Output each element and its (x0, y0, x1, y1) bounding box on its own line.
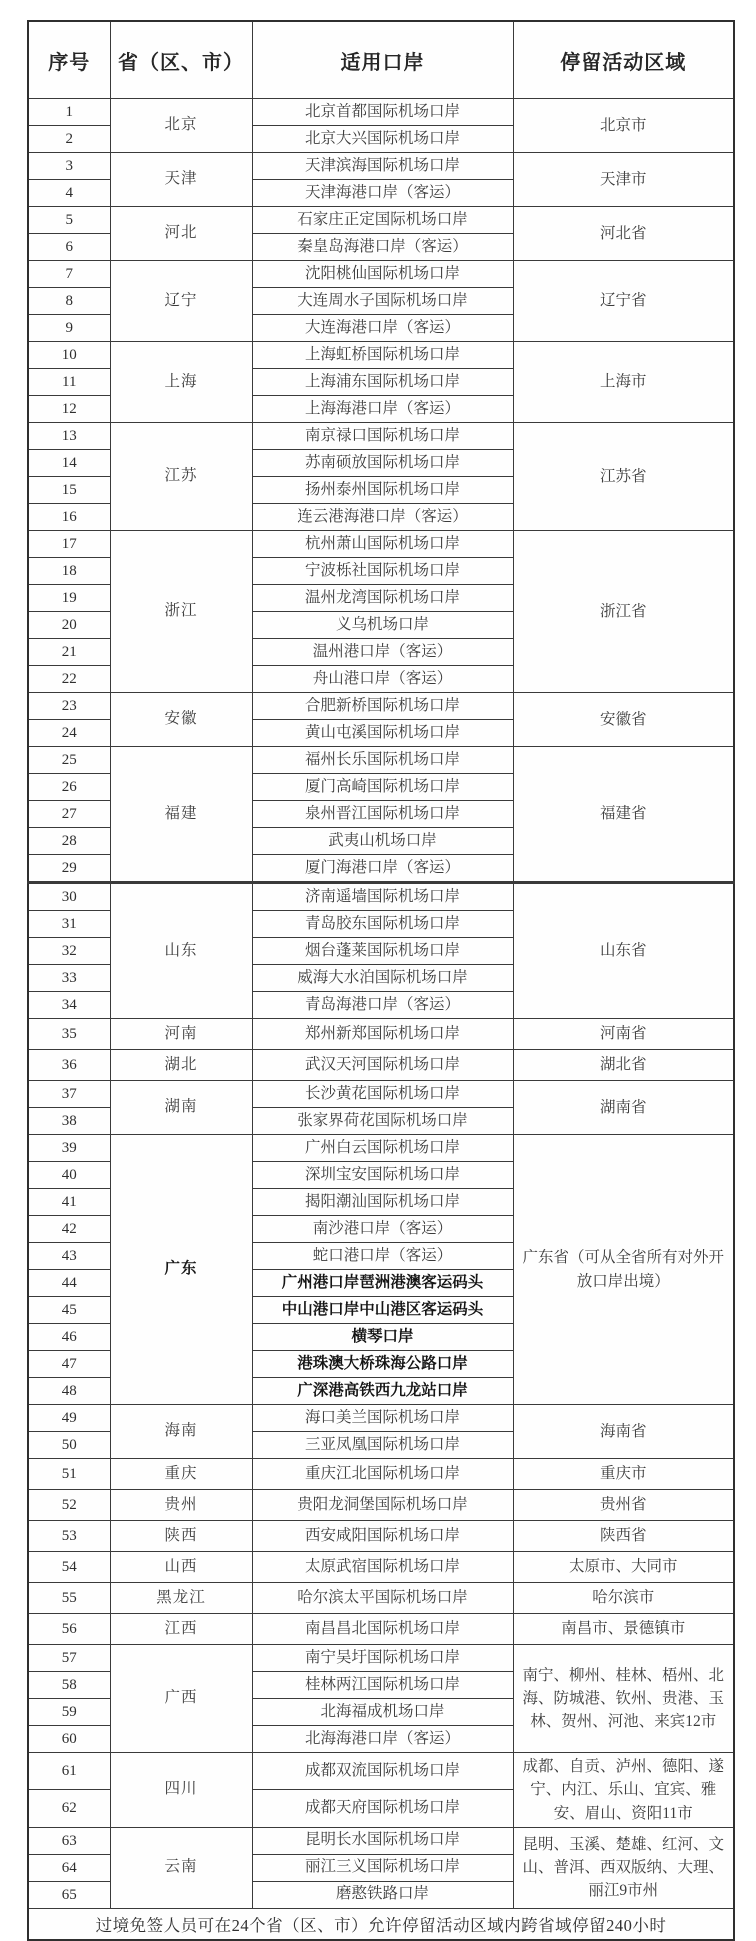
province-cell: 黑龙江 (110, 1583, 252, 1614)
row-number-cell: 46 (28, 1324, 110, 1351)
row-number-cell: 23 (28, 693, 110, 720)
port-cell: 深圳宝安国际机场口岸 (252, 1162, 513, 1189)
row-number-cell: 21 (28, 639, 110, 666)
row-number-cell: 1 (28, 99, 110, 126)
province-cell: 福建 (110, 747, 252, 883)
port-cell: 贵阳龙洞堡国际机场口岸 (252, 1490, 513, 1521)
port-cell: 南宁吴圩国际机场口岸 (252, 1645, 513, 1672)
port-cell: 扬州泰州国际机场口岸 (252, 477, 513, 504)
port-cell: 桂林两江国际机场口岸 (252, 1672, 513, 1699)
port-cell: 南沙港口岸（客运） (252, 1216, 513, 1243)
port-cell: 丽江三义国际机场口岸 (252, 1854, 513, 1881)
province-cell: 河南 (110, 1019, 252, 1050)
row-number-cell: 45 (28, 1297, 110, 1324)
port-cell: 揭阳潮汕国际机场口岸 (252, 1189, 513, 1216)
port-cell: 昆明长水国际机场口岸 (252, 1827, 513, 1854)
port-cell: 成都天府国际机场口岸 (252, 1790, 513, 1827)
row-number-cell: 54 (28, 1552, 110, 1583)
table-row (28, 693, 734, 720)
row-number-cell: 28 (28, 828, 110, 855)
province-cell: 山东 (110, 883, 252, 1019)
stay-area-cell: 北京市 (513, 99, 734, 153)
row-number-cell: 8 (28, 288, 110, 315)
port-cell: 天津海港口岸（客运） (252, 180, 513, 207)
stay-area-cell: 重庆市 (513, 1459, 734, 1490)
port-cell: 厦门海港口岸（客运） (252, 855, 513, 883)
row-number-cell: 43 (28, 1243, 110, 1270)
port-cell: 上海海港口岸（客运） (252, 396, 513, 423)
row-number-cell: 5 (28, 207, 110, 234)
row-number-cell: 49 (28, 1405, 110, 1432)
row-number-cell: 61 (28, 1753, 110, 1790)
port-cell: 合肥新桥国际机场口岸 (252, 693, 513, 720)
row-number-cell: 48 (28, 1378, 110, 1405)
table-row (28, 1050, 734, 1081)
province-cell: 贵州 (110, 1490, 252, 1521)
port-cell: 海口美兰国际机场口岸 (252, 1405, 513, 1432)
table-row (28, 423, 734, 450)
row-number-cell: 15 (28, 477, 110, 504)
table-row (28, 342, 734, 369)
table-row (28, 1583, 734, 1614)
stay-area-cell: 昆明、玉溪、楚雄、红河、文山、普洱、西双版纳、大理、丽江9市州 (513, 1827, 734, 1908)
row-number-cell: 35 (28, 1019, 110, 1050)
port-cell: 上海虹桥国际机场口岸 (252, 342, 513, 369)
table-row (28, 883, 734, 911)
stay-area-cell: 湖北省 (513, 1050, 734, 1081)
row-number-cell: 20 (28, 612, 110, 639)
row-number-cell: 24 (28, 720, 110, 747)
port-cell: 广州白云国际机场口岸 (252, 1135, 513, 1162)
province-cell: 湖南 (110, 1081, 252, 1135)
port-cell: 舟山港口岸（客运） (252, 666, 513, 693)
port-cell: 横琴口岸 (252, 1324, 513, 1351)
province-cell: 重庆 (110, 1459, 252, 1490)
row-number-cell: 36 (28, 1050, 110, 1081)
table-row (28, 747, 734, 774)
province-cell: 安徽 (110, 693, 252, 747)
row-number-cell: 39 (28, 1135, 110, 1162)
row-number-cell: 47 (28, 1351, 110, 1378)
row-number-cell: 57 (28, 1645, 110, 1672)
province-cell: 湖北 (110, 1050, 252, 1081)
stay-area-cell: 南昌市、景德镇市 (513, 1614, 734, 1645)
province-cell: 天津 (110, 153, 252, 207)
port-cell: 温州龙湾国际机场口岸 (252, 585, 513, 612)
row-number-cell: 59 (28, 1699, 110, 1726)
stay-area-cell: 陕西省 (513, 1521, 734, 1552)
port-cell: 福州长乐国际机场口岸 (252, 747, 513, 774)
row-number-cell: 16 (28, 504, 110, 531)
table-row (28, 1459, 734, 1490)
port-cell: 中山港口岸中山港区客运码头 (252, 1297, 513, 1324)
table-row (28, 1614, 734, 1645)
port-cell: 沈阳桃仙国际机场口岸 (252, 261, 513, 288)
table-row (28, 1490, 734, 1521)
table-footnote-row (28, 1908, 734, 1940)
table-footnote: 过境免签人员可在24个省（区、市）允许停留活动区域内跨省域停留240小时 (28, 1908, 734, 1940)
stay-area-cell: 南宁、柳州、桂林、梧州、北海、防城港、钦州、贵港、玉林、贺州、河池、来宾12市 (513, 1645, 734, 1753)
port-cell: 广州港口岸琶洲港澳客运码头 (252, 1270, 513, 1297)
transit-ports-table (27, 20, 735, 1941)
port-cell: 大连周水子国际机场口岸 (252, 288, 513, 315)
row-number-cell: 38 (28, 1108, 110, 1135)
stay-area-cell: 辽宁省 (513, 261, 734, 342)
table-row (28, 1645, 734, 1672)
table-row (28, 1753, 734, 1790)
port-cell: 南京禄口国际机场口岸 (252, 423, 513, 450)
port-cell: 港珠澳大桥珠海公路口岸 (252, 1351, 513, 1378)
row-number-cell: 58 (28, 1672, 110, 1699)
table-row (28, 1405, 734, 1432)
stay-area-cell: 安徽省 (513, 693, 734, 747)
port-cell: 厦门高崎国际机场口岸 (252, 774, 513, 801)
row-number-cell: 34 (28, 992, 110, 1019)
table-header-row (28, 21, 734, 99)
province-cell: 河北 (110, 207, 252, 261)
row-number-cell: 25 (28, 747, 110, 774)
table-row (28, 207, 734, 234)
row-number-cell: 10 (28, 342, 110, 369)
stay-area-cell: 福建省 (513, 747, 734, 883)
port-cell: 秦皇岛海港口岸（客运） (252, 234, 513, 261)
row-number-cell: 42 (28, 1216, 110, 1243)
province-cell: 广东 (110, 1135, 252, 1405)
stay-area-cell: 成都、自贡、泸州、德阳、遂宁、内江、乐山、宜宾、雅安、眉山、资阳11市 (513, 1753, 734, 1828)
stay-area-cell: 浙江省 (513, 531, 734, 693)
row-number-cell: 17 (28, 531, 110, 558)
row-number-cell: 37 (28, 1081, 110, 1108)
province-cell: 江苏 (110, 423, 252, 531)
port-cell: 北海福成机场口岸 (252, 1699, 513, 1726)
row-number-cell: 22 (28, 666, 110, 693)
row-number-cell: 52 (28, 1490, 110, 1521)
port-cell: 烟台蓬莱国际机场口岸 (252, 938, 513, 965)
row-number-cell: 6 (28, 234, 110, 261)
row-number-cell: 32 (28, 938, 110, 965)
port-cell: 威海大水泊国际机场口岸 (252, 965, 513, 992)
row-number-cell: 12 (28, 396, 110, 423)
stay-area-cell: 哈尔滨市 (513, 1583, 734, 1614)
row-number-cell: 65 (28, 1881, 110, 1908)
table-row (28, 99, 734, 126)
row-number-cell: 62 (28, 1790, 110, 1827)
port-cell: 太原武宿国际机场口岸 (252, 1552, 513, 1583)
table-row (28, 531, 734, 558)
table-row (28, 1081, 734, 1108)
row-number-cell: 30 (28, 883, 110, 911)
port-cell: 蛇口港口岸（客运） (252, 1243, 513, 1270)
row-number-cell: 63 (28, 1827, 110, 1854)
row-number-cell: 18 (28, 558, 110, 585)
port-cell: 温州港口岸（客运） (252, 639, 513, 666)
province-cell: 江西 (110, 1614, 252, 1645)
row-number-cell: 9 (28, 315, 110, 342)
port-cell: 义乌机场口岸 (252, 612, 513, 639)
col-header-stay-area: 停留活动区域 (513, 21, 734, 99)
row-number-cell: 53 (28, 1521, 110, 1552)
row-number-cell: 33 (28, 965, 110, 992)
col-header-port: 适用口岸 (252, 21, 513, 99)
port-cell: 哈尔滨太平国际机场口岸 (252, 1583, 513, 1614)
row-number-cell: 4 (28, 180, 110, 207)
port-cell: 上海浦东国际机场口岸 (252, 369, 513, 396)
stay-area-cell: 江苏省 (513, 423, 734, 531)
port-cell: 宁波栎社国际机场口岸 (252, 558, 513, 585)
province-cell: 海南 (110, 1405, 252, 1459)
table-row (28, 1521, 734, 1552)
stay-area-cell: 上海市 (513, 342, 734, 423)
table-row (28, 1135, 734, 1162)
province-cell: 四川 (110, 1753, 252, 1828)
stay-area-cell: 山东省 (513, 883, 734, 1019)
row-number-cell: 3 (28, 153, 110, 180)
province-cell: 陕西 (110, 1521, 252, 1552)
port-cell: 泉州晋江国际机场口岸 (252, 801, 513, 828)
port-cell: 苏南硕放国际机场口岸 (252, 450, 513, 477)
port-cell: 广深港高铁西九龙站口岸 (252, 1378, 513, 1405)
port-cell: 大连海港口岸（客运） (252, 315, 513, 342)
port-cell: 杭州萧山国际机场口岸 (252, 531, 513, 558)
port-cell: 三亚凤凰国际机场口岸 (252, 1432, 513, 1459)
stay-area-cell: 广东省（可从全省所有对外开放口岸出境） (513, 1135, 734, 1405)
province-cell: 北京 (110, 99, 252, 153)
table-row (28, 1019, 734, 1050)
port-cell: 南昌昌北国际机场口岸 (252, 1614, 513, 1645)
port-cell: 北京首都国际机场口岸 (252, 99, 513, 126)
table-row (28, 153, 734, 180)
stay-area-cell: 河南省 (513, 1019, 734, 1050)
province-cell: 上海 (110, 342, 252, 423)
row-number-cell: 27 (28, 801, 110, 828)
row-number-cell: 51 (28, 1459, 110, 1490)
col-header-province: 省（区、市） (110, 21, 252, 99)
table-row (28, 1552, 734, 1583)
port-cell: 济南遥墙国际机场口岸 (252, 883, 513, 911)
stay-area-cell: 贵州省 (513, 1490, 734, 1521)
stay-area-cell: 天津市 (513, 153, 734, 207)
row-number-cell: 60 (28, 1726, 110, 1753)
province-cell: 浙江 (110, 531, 252, 693)
row-number-cell: 7 (28, 261, 110, 288)
row-number-cell: 40 (28, 1162, 110, 1189)
port-cell: 重庆江北国际机场口岸 (252, 1459, 513, 1490)
stay-area-cell: 湖南省 (513, 1081, 734, 1135)
stay-area-cell: 河北省 (513, 207, 734, 261)
row-number-cell: 13 (28, 423, 110, 450)
port-cell: 成都双流国际机场口岸 (252, 1753, 513, 1790)
port-cell: 张家界荷花国际机场口岸 (252, 1108, 513, 1135)
province-cell: 山西 (110, 1552, 252, 1583)
row-number-cell: 44 (28, 1270, 110, 1297)
row-number-cell: 41 (28, 1189, 110, 1216)
row-number-cell: 2 (28, 126, 110, 153)
stay-area-cell: 海南省 (513, 1405, 734, 1459)
row-number-cell: 31 (28, 911, 110, 938)
stay-area-cell: 太原市、大同市 (513, 1552, 734, 1583)
port-cell: 石家庄正定国际机场口岸 (252, 207, 513, 234)
port-cell: 黄山屯溪国际机场口岸 (252, 720, 513, 747)
province-cell: 辽宁 (110, 261, 252, 342)
table-row (28, 1827, 734, 1854)
table-row (28, 261, 734, 288)
port-cell: 郑州新郑国际机场口岸 (252, 1019, 513, 1050)
row-number-cell: 29 (28, 855, 110, 883)
province-cell: 云南 (110, 1827, 252, 1908)
port-cell: 北京大兴国际机场口岸 (252, 126, 513, 153)
row-number-cell: 11 (28, 369, 110, 396)
port-cell: 武汉天河国际机场口岸 (252, 1050, 513, 1081)
port-cell: 青岛胶东国际机场口岸 (252, 911, 513, 938)
row-number-cell: 50 (28, 1432, 110, 1459)
row-number-cell: 19 (28, 585, 110, 612)
port-cell: 磨憨铁路口岸 (252, 1881, 513, 1908)
province-cell: 广西 (110, 1645, 252, 1753)
row-number-cell: 56 (28, 1614, 110, 1645)
port-cell: 西安咸阳国际机场口岸 (252, 1521, 513, 1552)
col-header-seq: 序号 (28, 21, 110, 99)
port-cell: 连云港海港口岸（客运） (252, 504, 513, 531)
row-number-cell: 26 (28, 774, 110, 801)
row-number-cell: 14 (28, 450, 110, 477)
row-number-cell: 55 (28, 1583, 110, 1614)
port-cell: 天津滨海国际机场口岸 (252, 153, 513, 180)
port-cell: 长沙黄花国际机场口岸 (252, 1081, 513, 1108)
port-cell: 武夷山机场口岸 (252, 828, 513, 855)
row-number-cell: 64 (28, 1854, 110, 1881)
port-cell: 青岛海港口岸（客运） (252, 992, 513, 1019)
port-cell: 北海海港口岸（客运） (252, 1726, 513, 1753)
